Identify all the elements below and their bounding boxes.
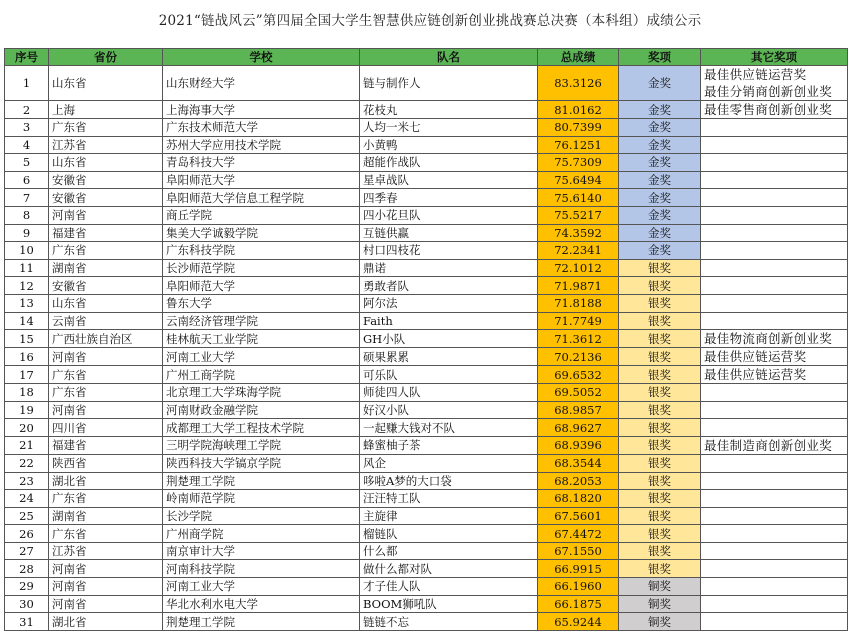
award-cell: 银奖 (619, 525, 701, 543)
school-cell: 阜阳师范大学 (163, 171, 360, 189)
school-cell: 青岛科技大学 (163, 154, 360, 172)
table-row (5, 101, 848, 119)
province-cell: 湖南省 (49, 259, 163, 277)
score-cell: 68.9627 (538, 419, 619, 437)
team-cell: 主旋律 (360, 507, 538, 525)
school-cell: 云南经济管理学院 (163, 312, 360, 330)
header-award: 奖项 (619, 49, 701, 66)
other-award-cell (701, 277, 848, 295)
table-row (5, 595, 848, 613)
award-cell: 银奖 (619, 560, 701, 578)
team-cell: BOOM狮吼队 (360, 595, 538, 613)
province-cell: 安徽省 (49, 277, 163, 295)
score-cell: 71.9871 (538, 277, 619, 295)
school-cell: 广东技术师范大学 (163, 119, 360, 137)
school-cell: 长沙师范学院 (163, 259, 360, 277)
award-cell: 金奖 (619, 224, 701, 242)
award-cell: 银奖 (619, 312, 701, 330)
province-cell: 河南省 (49, 560, 163, 578)
score-cell: 76.1251 (538, 136, 619, 154)
table-row (5, 560, 848, 578)
score-cell: 75.5217 (538, 206, 619, 224)
school-cell: 阜阳师范大学 (163, 277, 360, 295)
other-award-text: 最佳制造商创新创业奖 (704, 437, 833, 453)
score-cell: 70.2136 (538, 348, 619, 366)
rank-cell: 3 (5, 119, 49, 137)
school-cell: 河南工业大学 (163, 348, 360, 366)
rank-cell: 19 (5, 401, 49, 419)
other-award-cell (701, 542, 848, 560)
score-cell: 68.9396 (538, 436, 619, 454)
other-award-cell (701, 366, 848, 384)
team-cell: 可乐队 (360, 366, 538, 384)
score-cell: 80.7399 (538, 119, 619, 137)
award-cell: 银奖 (619, 419, 701, 437)
other-award-cell (701, 613, 848, 631)
team-cell: 硕果累累 (360, 348, 538, 366)
award-cell: 银奖 (619, 436, 701, 454)
header-rank: 序号 (5, 49, 49, 66)
other-award-cell (701, 330, 848, 348)
province-cell: 福建省 (49, 436, 163, 454)
award-cell: 金奖 (619, 136, 701, 154)
table-row (5, 189, 848, 207)
other-award-cell (701, 401, 848, 419)
header-province: 省份 (49, 49, 163, 66)
school-cell: 北京理工大学珠海学院 (163, 384, 360, 402)
rank-cell: 23 (5, 472, 49, 490)
province-cell: 广东省 (49, 242, 163, 260)
header-row (5, 49, 848, 66)
province-cell: 广西壮族自治区 (49, 330, 163, 348)
table-row (5, 613, 848, 631)
province-cell: 河南省 (49, 578, 163, 596)
rank-cell: 26 (5, 525, 49, 543)
team-cell: 超能作战队 (360, 154, 538, 172)
score-cell: 66.1875 (538, 595, 619, 613)
province-cell: 广东省 (49, 525, 163, 543)
score-cell: 75.6494 (538, 171, 619, 189)
table-row (5, 384, 848, 402)
table-row (5, 419, 848, 437)
rank-cell: 12 (5, 277, 49, 295)
award-cell: 银奖 (619, 507, 701, 525)
other-award-cell (701, 436, 848, 454)
table-body (5, 66, 848, 631)
team-cell: Faith (360, 312, 538, 330)
other-award-text: 最佳供应链运营奖 (704, 349, 807, 365)
score-cell: 68.3544 (538, 454, 619, 472)
award-cell: 银奖 (619, 472, 701, 490)
team-cell: 小黄鸭 (360, 136, 538, 154)
school-cell: 上海海事大学 (163, 101, 360, 119)
school-cell: 荆楚理工学院 (163, 472, 360, 490)
rank-cell: 24 (5, 490, 49, 508)
province-cell: 安徽省 (49, 171, 163, 189)
team-cell: 四季春 (360, 189, 538, 207)
header-score: 总成绩 (538, 49, 619, 66)
score-cell: 83.3126 (538, 66, 619, 101)
table-row (5, 507, 848, 525)
award-cell: 金奖 (619, 66, 701, 101)
rank-cell: 13 (5, 294, 49, 312)
other-award-text: 最佳供应链运营奖 (704, 67, 807, 82)
other-award-cell (701, 119, 848, 137)
table-row (5, 312, 848, 330)
province-cell: 上海 (49, 101, 163, 119)
province-cell: 河南省 (49, 401, 163, 419)
province-cell: 云南省 (49, 312, 163, 330)
team-cell: 村口四枝花 (360, 242, 538, 260)
rank-cell: 8 (5, 206, 49, 224)
school-cell: 苏州大学应用技术学院 (163, 136, 360, 154)
score-cell: 71.3612 (538, 330, 619, 348)
team-cell: 哆啦A梦的大口袋 (360, 472, 538, 490)
team-cell: GH小队 (360, 330, 538, 348)
school-cell: 南京审计大学 (163, 542, 360, 560)
province-cell: 河南省 (49, 348, 163, 366)
score-cell: 71.8188 (538, 294, 619, 312)
province-cell: 河南省 (49, 206, 163, 224)
score-cell: 75.7309 (538, 154, 619, 172)
award-cell: 金奖 (619, 171, 701, 189)
other-award-cell (701, 578, 848, 596)
other-award-cell (701, 490, 848, 508)
team-cell: 勇敢者队 (360, 277, 538, 295)
other-award-cell (701, 595, 848, 613)
score-cell: 71.7749 (538, 312, 619, 330)
province-cell: 山东省 (49, 154, 163, 172)
other-award-cell (701, 312, 848, 330)
school-cell: 桂林航天工业学院 (163, 330, 360, 348)
table-row (5, 154, 848, 172)
rank-cell: 1 (5, 66, 49, 101)
table-row (5, 136, 848, 154)
award-cell: 银奖 (619, 542, 701, 560)
award-cell: 银奖 (619, 277, 701, 295)
table-row (5, 542, 848, 560)
award-cell: 铜奖 (619, 578, 701, 596)
province-cell: 湖北省 (49, 472, 163, 490)
score-cell: 72.1012 (538, 259, 619, 277)
award-cell: 银奖 (619, 348, 701, 366)
team-cell: 互链供赢 (360, 224, 538, 242)
team-cell: 鼎诺 (360, 259, 538, 277)
team-cell: 才子佳人队 (360, 578, 538, 596)
rank-cell: 29 (5, 578, 49, 596)
province-cell: 四川省 (49, 419, 163, 437)
table-row (5, 578, 848, 596)
other-award-text: 最佳零售商创新创业奖 (704, 102, 833, 117)
other-award-cell (701, 189, 848, 207)
rank-cell: 20 (5, 419, 49, 437)
rank-cell: 28 (5, 560, 49, 578)
school-cell: 广东科技学院 (163, 242, 360, 260)
header-team: 队名 (360, 49, 538, 66)
table-row (5, 224, 848, 242)
school-cell: 商丘学院 (163, 206, 360, 224)
rank-cell: 2 (5, 101, 49, 119)
team-cell: 做什么都对队 (360, 560, 538, 578)
rank-cell: 22 (5, 454, 49, 472)
table-row (5, 242, 848, 260)
award-cell: 银奖 (619, 384, 701, 402)
school-cell: 华北水利水电大学 (163, 595, 360, 613)
other-award-cell (701, 507, 848, 525)
team-cell: 好汉小队 (360, 401, 538, 419)
school-cell: 集美大学诚毅学院 (163, 224, 360, 242)
other-award-cell (701, 525, 848, 543)
province-cell: 福建省 (49, 224, 163, 242)
award-cell: 银奖 (619, 366, 701, 384)
results-table (4, 48, 848, 631)
team-cell: 师徒四人队 (360, 384, 538, 402)
award-cell: 金奖 (619, 119, 701, 137)
table-row (5, 259, 848, 277)
other-award-cell (701, 242, 848, 260)
rank-cell: 17 (5, 366, 49, 384)
team-cell: 链链不忘 (360, 613, 538, 631)
school-cell: 山东财经大学 (163, 66, 360, 101)
team-cell: 花枝丸 (360, 101, 538, 119)
other-award-cell (701, 154, 848, 172)
school-cell: 陕西科技大学镐京学院 (163, 454, 360, 472)
team-cell: 蜂蜜柚子茶 (360, 436, 538, 454)
other-award-text: 最佳供应链运营奖 (704, 367, 807, 383)
rank-cell: 16 (5, 348, 49, 366)
table-row (5, 206, 848, 224)
page-title: 2021“链战风云”第四届全国大学生智慧供应链创新创业挑战赛总决赛（本科组）成绩公示 (158, 13, 702, 29)
score-cell: 67.5601 (538, 507, 619, 525)
province-cell: 广东省 (49, 490, 163, 508)
other-award-cell (701, 384, 848, 402)
award-cell: 铜奖 (619, 595, 701, 613)
score-cell: 65.9244 (538, 613, 619, 631)
school-cell: 阜阳师范大学信息工程学院 (163, 189, 360, 207)
province-cell: 江苏省 (49, 136, 163, 154)
score-cell: 75.6140 (538, 189, 619, 207)
province-cell: 广东省 (49, 366, 163, 384)
other-award-cell (701, 171, 848, 189)
rank-cell: 21 (5, 436, 49, 454)
rank-cell: 15 (5, 330, 49, 348)
award-cell: 金奖 (619, 242, 701, 260)
score-cell: 69.6532 (538, 366, 619, 384)
award-cell: 金奖 (619, 206, 701, 224)
rank-cell: 31 (5, 613, 49, 631)
team-cell: 什么都 (360, 542, 538, 560)
score-cell: 72.2341 (538, 242, 619, 260)
table-row (5, 472, 848, 490)
award-cell: 银奖 (619, 490, 701, 508)
rank-cell: 9 (5, 224, 49, 242)
other-award-cell (701, 294, 848, 312)
other-award-cell (701, 206, 848, 224)
team-cell: 一起赚大钱对不队 (360, 419, 538, 437)
team-cell: 星卓战队 (360, 171, 538, 189)
province-cell: 安徽省 (49, 189, 163, 207)
other-award-cell (701, 101, 848, 119)
score-cell: 68.9857 (538, 401, 619, 419)
other-award-cell (701, 224, 848, 242)
award-cell: 银奖 (619, 401, 701, 419)
rank-cell: 7 (5, 189, 49, 207)
other-award-cell (701, 560, 848, 578)
province-cell: 山东省 (49, 294, 163, 312)
school-cell: 广州工商学院 (163, 366, 360, 384)
table-row (5, 294, 848, 312)
province-cell: 江苏省 (49, 542, 163, 560)
province-cell: 湖南省 (49, 507, 163, 525)
rank-cell: 25 (5, 507, 49, 525)
other-award-cell (701, 419, 848, 437)
award-cell: 银奖 (619, 330, 701, 348)
score-cell: 74.3592 (538, 224, 619, 242)
score-cell: 68.2053 (538, 472, 619, 490)
award-cell: 银奖 (619, 294, 701, 312)
province-cell: 陕西省 (49, 454, 163, 472)
score-cell: 66.1960 (538, 578, 619, 596)
team-cell: 汪汪特工队 (360, 490, 538, 508)
school-cell: 河南财政金融学院 (163, 401, 360, 419)
award-cell: 金奖 (619, 189, 701, 207)
award-cell: 金奖 (619, 101, 701, 119)
rank-cell: 27 (5, 542, 49, 560)
team-cell: 四小花旦队 (360, 206, 538, 224)
other-award-text: 最佳分销商创新创业奖 (704, 84, 833, 99)
table-row (5, 366, 848, 384)
school-cell: 三明学院海峡理工学院 (163, 436, 360, 454)
table-row (5, 348, 848, 366)
province-cell: 湖北省 (49, 613, 163, 631)
table-row (5, 66, 848, 101)
table-row (5, 401, 848, 419)
school-cell: 广州商学院 (163, 525, 360, 543)
school-cell: 成都理工大学工程技术学院 (163, 419, 360, 437)
score-cell: 67.1550 (538, 542, 619, 560)
rank-cell: 30 (5, 595, 49, 613)
header-school: 学校 (163, 49, 360, 66)
table-row (5, 330, 848, 348)
rank-cell: 10 (5, 242, 49, 260)
team-cell: 人均一米七 (360, 119, 538, 137)
school-cell: 河南科技学院 (163, 560, 360, 578)
table-row (5, 490, 848, 508)
school-cell: 河南工业大学 (163, 578, 360, 596)
award-cell: 铜奖 (619, 613, 701, 631)
province-cell: 广东省 (49, 119, 163, 137)
score-cell: 66.9915 (538, 560, 619, 578)
school-cell: 鲁东大学 (163, 294, 360, 312)
rank-cell: 18 (5, 384, 49, 402)
award-cell: 银奖 (619, 454, 701, 472)
other-award-cell (701, 454, 848, 472)
other-award-cell (701, 259, 848, 277)
award-cell: 金奖 (619, 154, 701, 172)
rank-cell: 6 (5, 171, 49, 189)
rank-cell: 5 (5, 154, 49, 172)
team-cell: 链与制作人 (360, 66, 538, 101)
score-cell: 69.5052 (538, 384, 619, 402)
header-other-award: 其它奖项 (701, 49, 848, 66)
table-row (5, 171, 848, 189)
table-row (5, 119, 848, 137)
rank-cell: 11 (5, 259, 49, 277)
table-row (5, 277, 848, 295)
other-award-cell (701, 472, 848, 490)
other-award-text: 最佳物流商创新创业奖 (704, 331, 833, 347)
team-cell: 榴链队 (360, 525, 538, 543)
team-cell: 阿尔法 (360, 294, 538, 312)
school-cell: 岭南师范学院 (163, 490, 360, 508)
rank-cell: 4 (5, 136, 49, 154)
rank-cell: 14 (5, 312, 49, 330)
table-row (5, 525, 848, 543)
award-cell: 银奖 (619, 259, 701, 277)
score-cell: 67.4472 (538, 525, 619, 543)
school-cell: 长沙学院 (163, 507, 360, 525)
score-cell: 81.0162 (538, 101, 619, 119)
team-cell: 风企 (360, 454, 538, 472)
province-cell: 河南省 (49, 595, 163, 613)
table-row (5, 436, 848, 454)
school-cell: 荆楚理工学院 (163, 613, 360, 631)
other-award-cell (701, 348, 848, 366)
province-cell: 山东省 (49, 66, 163, 101)
score-cell: 68.1820 (538, 490, 619, 508)
province-cell: 广东省 (49, 384, 163, 402)
other-award-cell (701, 136, 848, 154)
other-award-cell (701, 66, 848, 101)
table-row (5, 454, 848, 472)
